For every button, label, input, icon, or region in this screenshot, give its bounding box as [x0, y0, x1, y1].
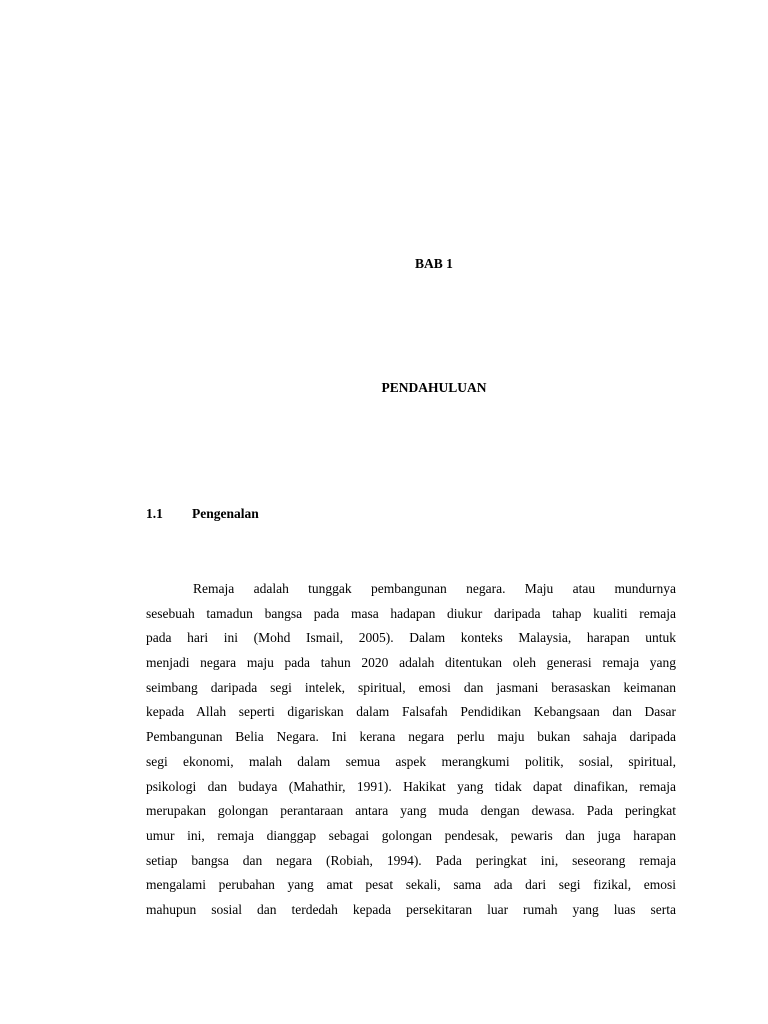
paragraph-line: kepada Allah seperti digariskan dalam Falsafah Pendidikan Kebangsaan dan Dasar	[146, 704, 676, 720]
paragraph-line: psikologi dan budaya (Mahathir, 1991). Hakikat yang tidak dapat dinafikan, remaja	[146, 778, 676, 794]
paragraph-line: setiap bangsa dan negara (Robiah, 1994). Pada peringkat ini, seseorang remaja	[146, 852, 676, 868]
paragraph-line: mahupun sosial dan terdedah kepada persekitaran luar rumah yang luas serta	[146, 901, 676, 917]
paragraph-line: mengalami perubahan yang amat pesat sekali, sama ada dari segi fizikal, emosi	[146, 877, 676, 893]
section-heading	[146, 506, 259, 522]
paragraph-line: Pembangunan Belia Negara. Ini kerana negara perlu maju bukan sahaja daripada	[146, 729, 676, 745]
chapter-number: BAB 1	[415, 256, 453, 271]
paragraph-line: merupakan golongan perantaraan antara yang muda dengan dewasa. Pada peringkat	[146, 803, 676, 819]
paragraph-line: seimbang daripada segi intelek, spiritual, emosi dan jasmani berasaskan keimanan	[146, 679, 676, 695]
section-number: 1.1	[146, 506, 163, 521]
chapter-title: PENDAHULUAN	[381, 380, 487, 395]
paragraph-line: segi ekonomi, malah dalam semua aspek merangkumi politik, sosial, spiritual,	[146, 753, 676, 769]
paragraph-line: umur ini, remaja dianggap sebagai golongan pendesak, pewaris dan juga harapan	[146, 827, 676, 843]
body-paragraph	[146, 577, 676, 923]
paragraph-line: menjadi negara maju pada tahun 2020 adalah ditentukan oleh generasi remaja yang	[146, 655, 676, 671]
section-title: Pengenalan	[192, 506, 259, 521]
paragraph-line: pada hari ini (Mohd Ismail, 2005). Dalam konteks Malaysia, harapan untuk	[146, 630, 676, 646]
paragraph-line: Remaja adalah tunggak pembangunan negara. Maju atau mundurnya	[193, 581, 676, 596]
paragraph-line: sesebuah tamadun bangsa pada masa hadapan diukur daripada tahap kualiti remaja	[146, 605, 676, 621]
